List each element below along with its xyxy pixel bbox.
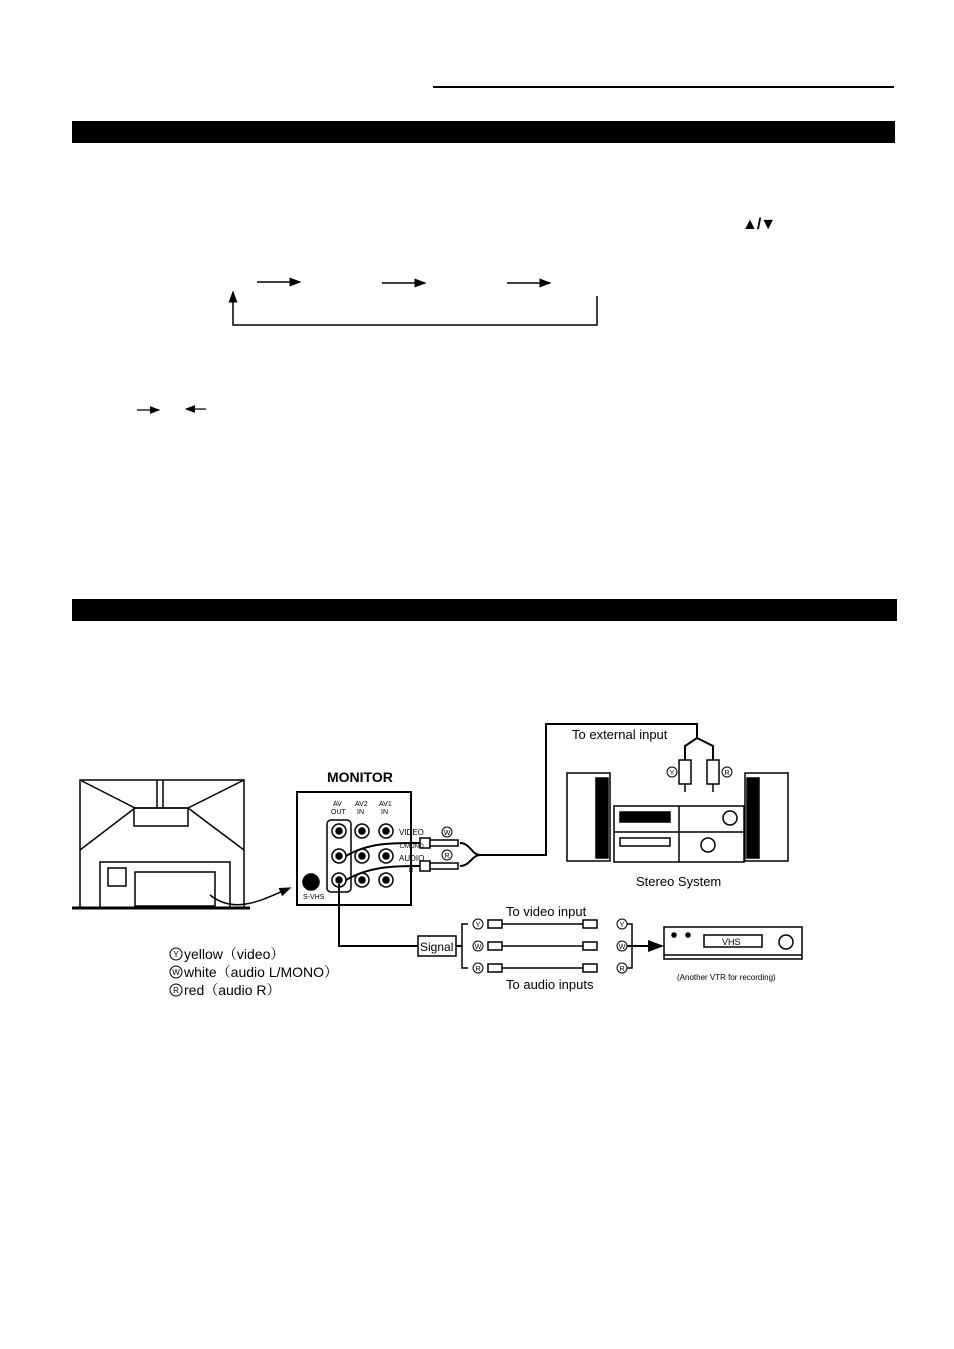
svg-text:R: R [475, 966, 481, 973]
monitor-title: MONITOR [327, 769, 393, 785]
inline-arrows [137, 409, 206, 410]
to-external-input-label: To external input [572, 727, 668, 742]
svg-text:R: R [619, 966, 625, 973]
svg-text:W: W [618, 944, 626, 951]
up-down-arrows-symbol: ▲/▼ [742, 216, 776, 233]
tv-rear-illustration [72, 780, 290, 908]
jack-label-r: R [409, 868, 414, 874]
legend-red: red（audio R） [184, 982, 281, 998]
svg-text:R: R [444, 853, 450, 860]
svg-text:R: R [724, 770, 730, 777]
legend-yellow: yellow（video） [184, 946, 285, 962]
color-legend [170, 946, 338, 998]
legend-letter-yellow: Y [173, 950, 179, 959]
svg-text:Y: Y [619, 922, 625, 929]
stereo-system-illustration [567, 773, 788, 862]
vtr-cable-set [462, 920, 632, 972]
jack-label-l-mono: L/MONO [400, 844, 424, 850]
jack-label-av1-in: IN [381, 809, 388, 816]
jack-label-video: VIDEO [399, 828, 424, 837]
legend-letter-red: R [173, 986, 179, 995]
to-video-input-label: To video input [506, 904, 587, 919]
svg-text:W: W [474, 944, 482, 951]
signal-label: Signal [420, 940, 454, 954]
svg-text:Y: Y [669, 770, 675, 777]
monitor-jack-panel [297, 792, 411, 905]
flow-return-arrow [233, 292, 597, 325]
jack-label-av2-in: IN [357, 809, 364, 816]
svg-text:W: W [443, 830, 451, 837]
legend-letter-white: W [172, 968, 180, 977]
vhs-label: VHS [722, 937, 741, 947]
legend-white: white（audio L/MONO） [184, 964, 339, 980]
jack-label-audio: AUDIO [399, 854, 425, 863]
jack-label-av: AV [333, 801, 342, 808]
jack-label-s-vhs: S-VHS [303, 894, 325, 901]
jack-label-av2: AV2 [355, 801, 368, 808]
jack-label-av1: AV1 [379, 801, 392, 808]
stereo-system-label: Stereo System [636, 874, 722, 889]
cycle-flow-diagram [233, 282, 597, 325]
svg-text:Y: Y [475, 922, 481, 929]
jack-label-out: OUT [331, 809, 346, 816]
to-audio-inputs-label: To audio inputs [506, 977, 594, 992]
vtr-caption: (Another VTR for recording) [677, 973, 776, 982]
